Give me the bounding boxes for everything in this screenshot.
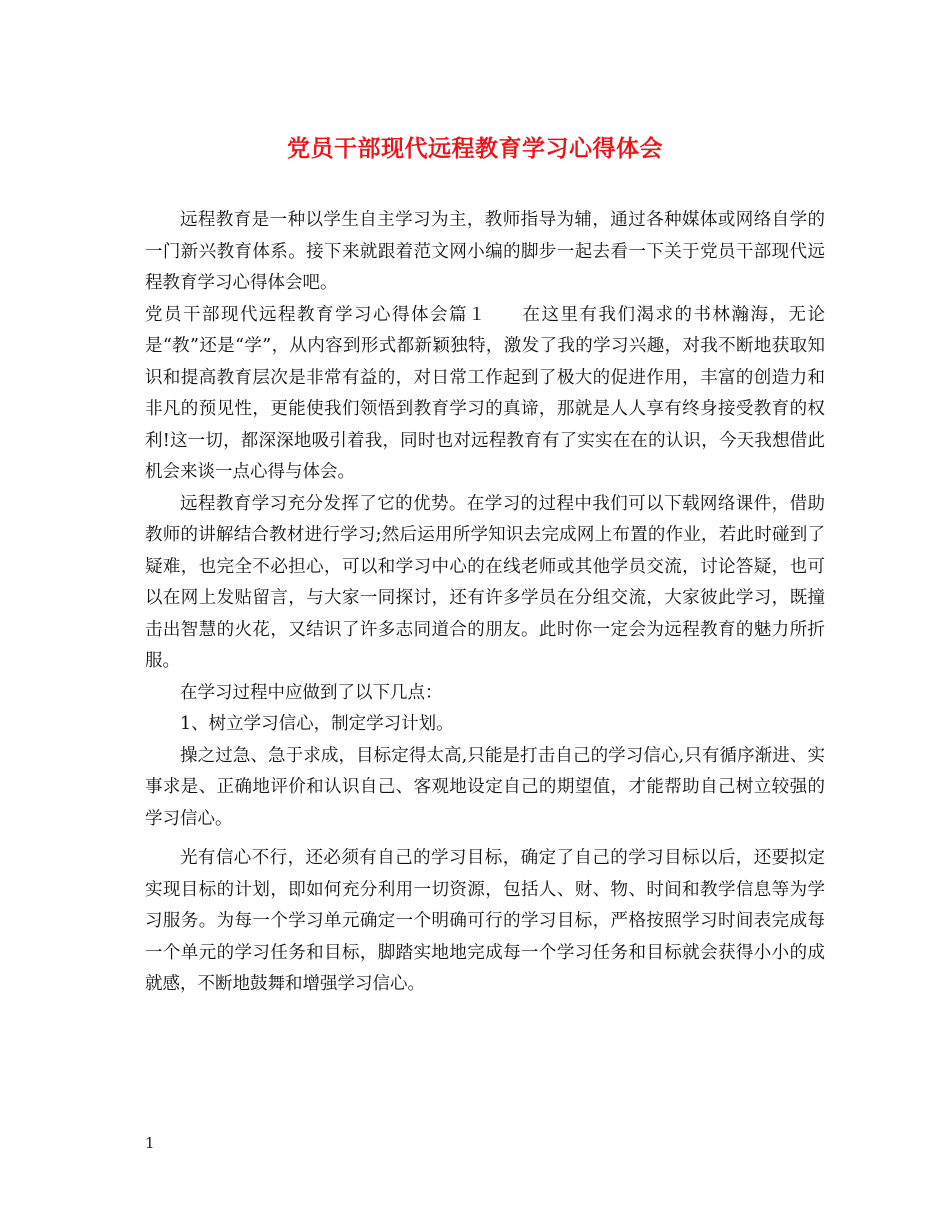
section-one-paragraph (145, 300, 825, 489)
page-number: 1 (145, 1134, 155, 1152)
document-title: 党员干部现代远程教育学习心得体会 (287, 135, 663, 162)
section-heading: 党员干部现代远程教育学习心得体会篇１ (145, 304, 487, 325)
advantages-paragraph: 远程教育学习充分发挥了它的优势。在学习的过程中我们可以下载网络课件，借助教师的讲解结合教材进行学习;然后运用所学知识去完成网上布置的作业，若此时碰到了疑难，也完全不必担心，可以和学习中心的在线老师或其他学员交流，讨论答疑，也可以在网上发贴留言，与大家一同探讨，还有许多学员在分组交流，大家彼此学习，既撞击出智慧的火花，又结识了许多志同道合的朋友。此时你一定会为远程教育的魅力所折服。 (145, 493, 825, 671)
section-lead-text: 在这里有我们渴求的书林瀚海，无论是“教”还是“学”，从内容到形式都新颖独特，激发了我的学习兴趣，对我不断地获取知识和提高教育层次是非常有益的，对日常工作起到了极大的促进作用，丰富的创造力和非凡的预见性，更能使我们领悟到教育学习的真谛，那就是人人享有终身接受教育的权利!这一切，都深深地吸引着我，同时也对远程教育有了实实在在的认识，今天我想借此机会来谈一点心得与体会。 (145, 304, 825, 482)
document-body (145, 205, 825, 1001)
points-intro: 在学习过程中应做到了以下几点： (180, 682, 443, 703)
confidence-paragraph: 操之过急、急于求成，目标定得太高,只能是打击自己的学习信心,只有循序渐进、实事求是、正确地评价和认识自己、客观地设定自己的期望值，才能帮助自己树立较强的学习信心。 (145, 745, 825, 829)
intro-paragraph: 远程教育是一种以学生自主学习为主，教师指导为辅，通过各种媒体或网络自学的一门新兴教育体系。接下来就跟着范文网小编的脚步一起去看一下关于党员干部现代远程教育学习心得体会吧。 (145, 210, 825, 293)
point-one-heading: 1、树立学习信心，制定学习计划。 (180, 714, 454, 734)
goals-paragraph: 光有信心不行，还必须有自己的学习目标，确定了自己的学习目标以后，还要拟定实现目标的计划，即如何充分利用一切资源，包括人、财、物、时间和教学信息等为学习服务。为每一个学习单元确定一个明确可行的学习目标，严格按照学习时间表完成每一个单元的学习任务和目标，脚踏实地地完成每一个学习任务和目标就会获得小小的成就感，不断地鼓舞和增强学习信心。 (145, 848, 825, 994)
